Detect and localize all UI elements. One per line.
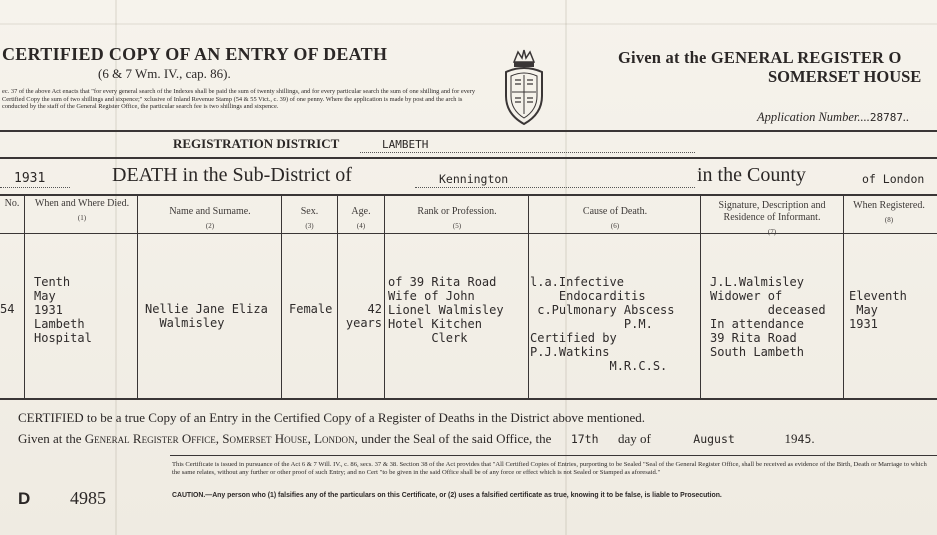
entry-registered: Eleventh May 1931 — [849, 289, 907, 331]
registration-year: 1931 — [14, 171, 46, 186]
somerset-house-heading: SOMERSET HOUSE — [768, 67, 922, 86]
column-header-registered: When Registered. (8) — [853, 200, 925, 224]
column-header-cause: Cause of Death. (6) — [582, 206, 648, 230]
column-divider — [24, 194, 25, 399]
column-header-informant: Signature, Description and Residence of Informant. (7) — [718, 200, 826, 236]
fee-notice: ec. 37 of the above Act enacts that "for every general search of the Indexes shall be paid the sum of twenty shillings, and for every particular search the sum of one shilling and for every Certified Copy the sum of two shillings and sixpence;" xclusive of Inland Revenue Stamp (54 & 55 Vict., c. 39) of one penny. Where the application is made by post and the arch is conducted by the staff of the General Register Office, the particular search fee is two shillings and sixpence. — [2, 88, 476, 110]
column-divider — [700, 194, 701, 399]
certificate-title: CERTIFIED COPY OF AN ENTRY OF DEATH — [2, 44, 388, 64]
entry-age: 42 years — [345, 302, 382, 330]
serial-number: 4985 — [70, 488, 106, 508]
entry-informant: J.L.Walmisley Widower of deceased In attendance 39 Rita Road South Lambeth — [710, 275, 826, 359]
given-at-heading: Given at the GENERAL REGISTER O — [618, 48, 902, 67]
application-number: Application Number....28787.. — [757, 110, 910, 124]
entry-number: 54 — [0, 302, 15, 316]
series-letter: D — [18, 489, 31, 508]
certification-statement: CERTIFIED to be a true Copy of an Entry in the Certified Copy of a Register of Deaths in the District above mentioned. — [18, 410, 646, 425]
rule — [0, 130, 937, 132]
registration-district-value: LAMBETH — [382, 138, 429, 151]
sub-district-label: DEATH in the Sub-District of — [112, 164, 352, 186]
column-divider — [137, 194, 138, 399]
column-header-age: Age. (4) — [351, 206, 371, 230]
entry-name: Nellie Jane Eliza Walmisley — [145, 302, 268, 330]
column-divider — [384, 194, 385, 399]
entry-sex: Female — [289, 302, 333, 316]
fold-crease — [0, 23, 937, 25]
royal-coat-of-arms-icon — [500, 48, 548, 128]
application-number-value: 28787 — [869, 111, 903, 124]
dotted-line — [415, 187, 695, 188]
entry-cause: l.a.Infective Endocarditis c.Pulmonary Abscess P.M. Certified by P.J.Watkins M.R.C.S. — [530, 275, 675, 373]
dotted-line — [0, 187, 70, 188]
entry-when-where: Tenth May 1931 Lambeth Hospital — [34, 275, 92, 345]
column-header-sex: Sex. (3) — [300, 206, 319, 230]
column-header-when-where: When and Where Died. (1) — [34, 198, 130, 222]
column-divider — [843, 194, 844, 399]
table-rule — [0, 398, 937, 400]
rule — [170, 455, 937, 456]
certification-month: August — [693, 432, 735, 446]
entry-rank: of 39 Rita Road Wife of John Lionel Walmisley Hotel Kitchen Clerk — [388, 275, 504, 345]
dotted-line — [360, 152, 695, 153]
column-divider — [528, 194, 529, 399]
act-reference: (6 & 7 Wm. IV., cap. 86). — [98, 66, 231, 81]
certification-year: 45 — [797, 432, 812, 446]
county-value: of London — [862, 172, 925, 186]
column-header-no: No. — [4, 198, 20, 209]
caution-notice: CAUTION.—Any person who (1) falsifies any of the particulars on this Certificate, or (2) uses a falsified certificate as true, knowing it to be false, is liable to Prosecution. — [172, 492, 722, 499]
table-rule — [0, 194, 937, 196]
given-at-statement: Given at the General Register Office, Somerset House, London, under the Seal of the said Office, the 17th day of August 1945. — [18, 431, 815, 446]
county-label: in the County — [697, 164, 806, 186]
certification-day: 17th — [570, 432, 599, 446]
registration-district-label: REGISTRATION DISTRICT — [173, 136, 340, 151]
sub-district-value: Kennington — [439, 172, 509, 186]
rule — [0, 157, 937, 159]
column-header-name: Name and Surname. (2) — [169, 206, 251, 230]
application-number-label: Application Number — [757, 110, 858, 124]
legal-notice: This Certificate is issued in pursuance of the Act 6 & 7 Will. IV., c. 86, secs. 37 & 38. Section 38 of the Act provides that "All Certified Copies of Entries, purporting to be Sealed "Seal of the General Register Office, shall be received as evidence of the Birth, Death or Marriage to which the same relates, without any further or other proof of such Entry; and no Cert "to be given in the said Office shall be of any force or effect which is not Sealed or Stamped as aforesaid." — [172, 461, 927, 476]
column-header-rank: Rank or Profession. (5) — [417, 206, 497, 230]
